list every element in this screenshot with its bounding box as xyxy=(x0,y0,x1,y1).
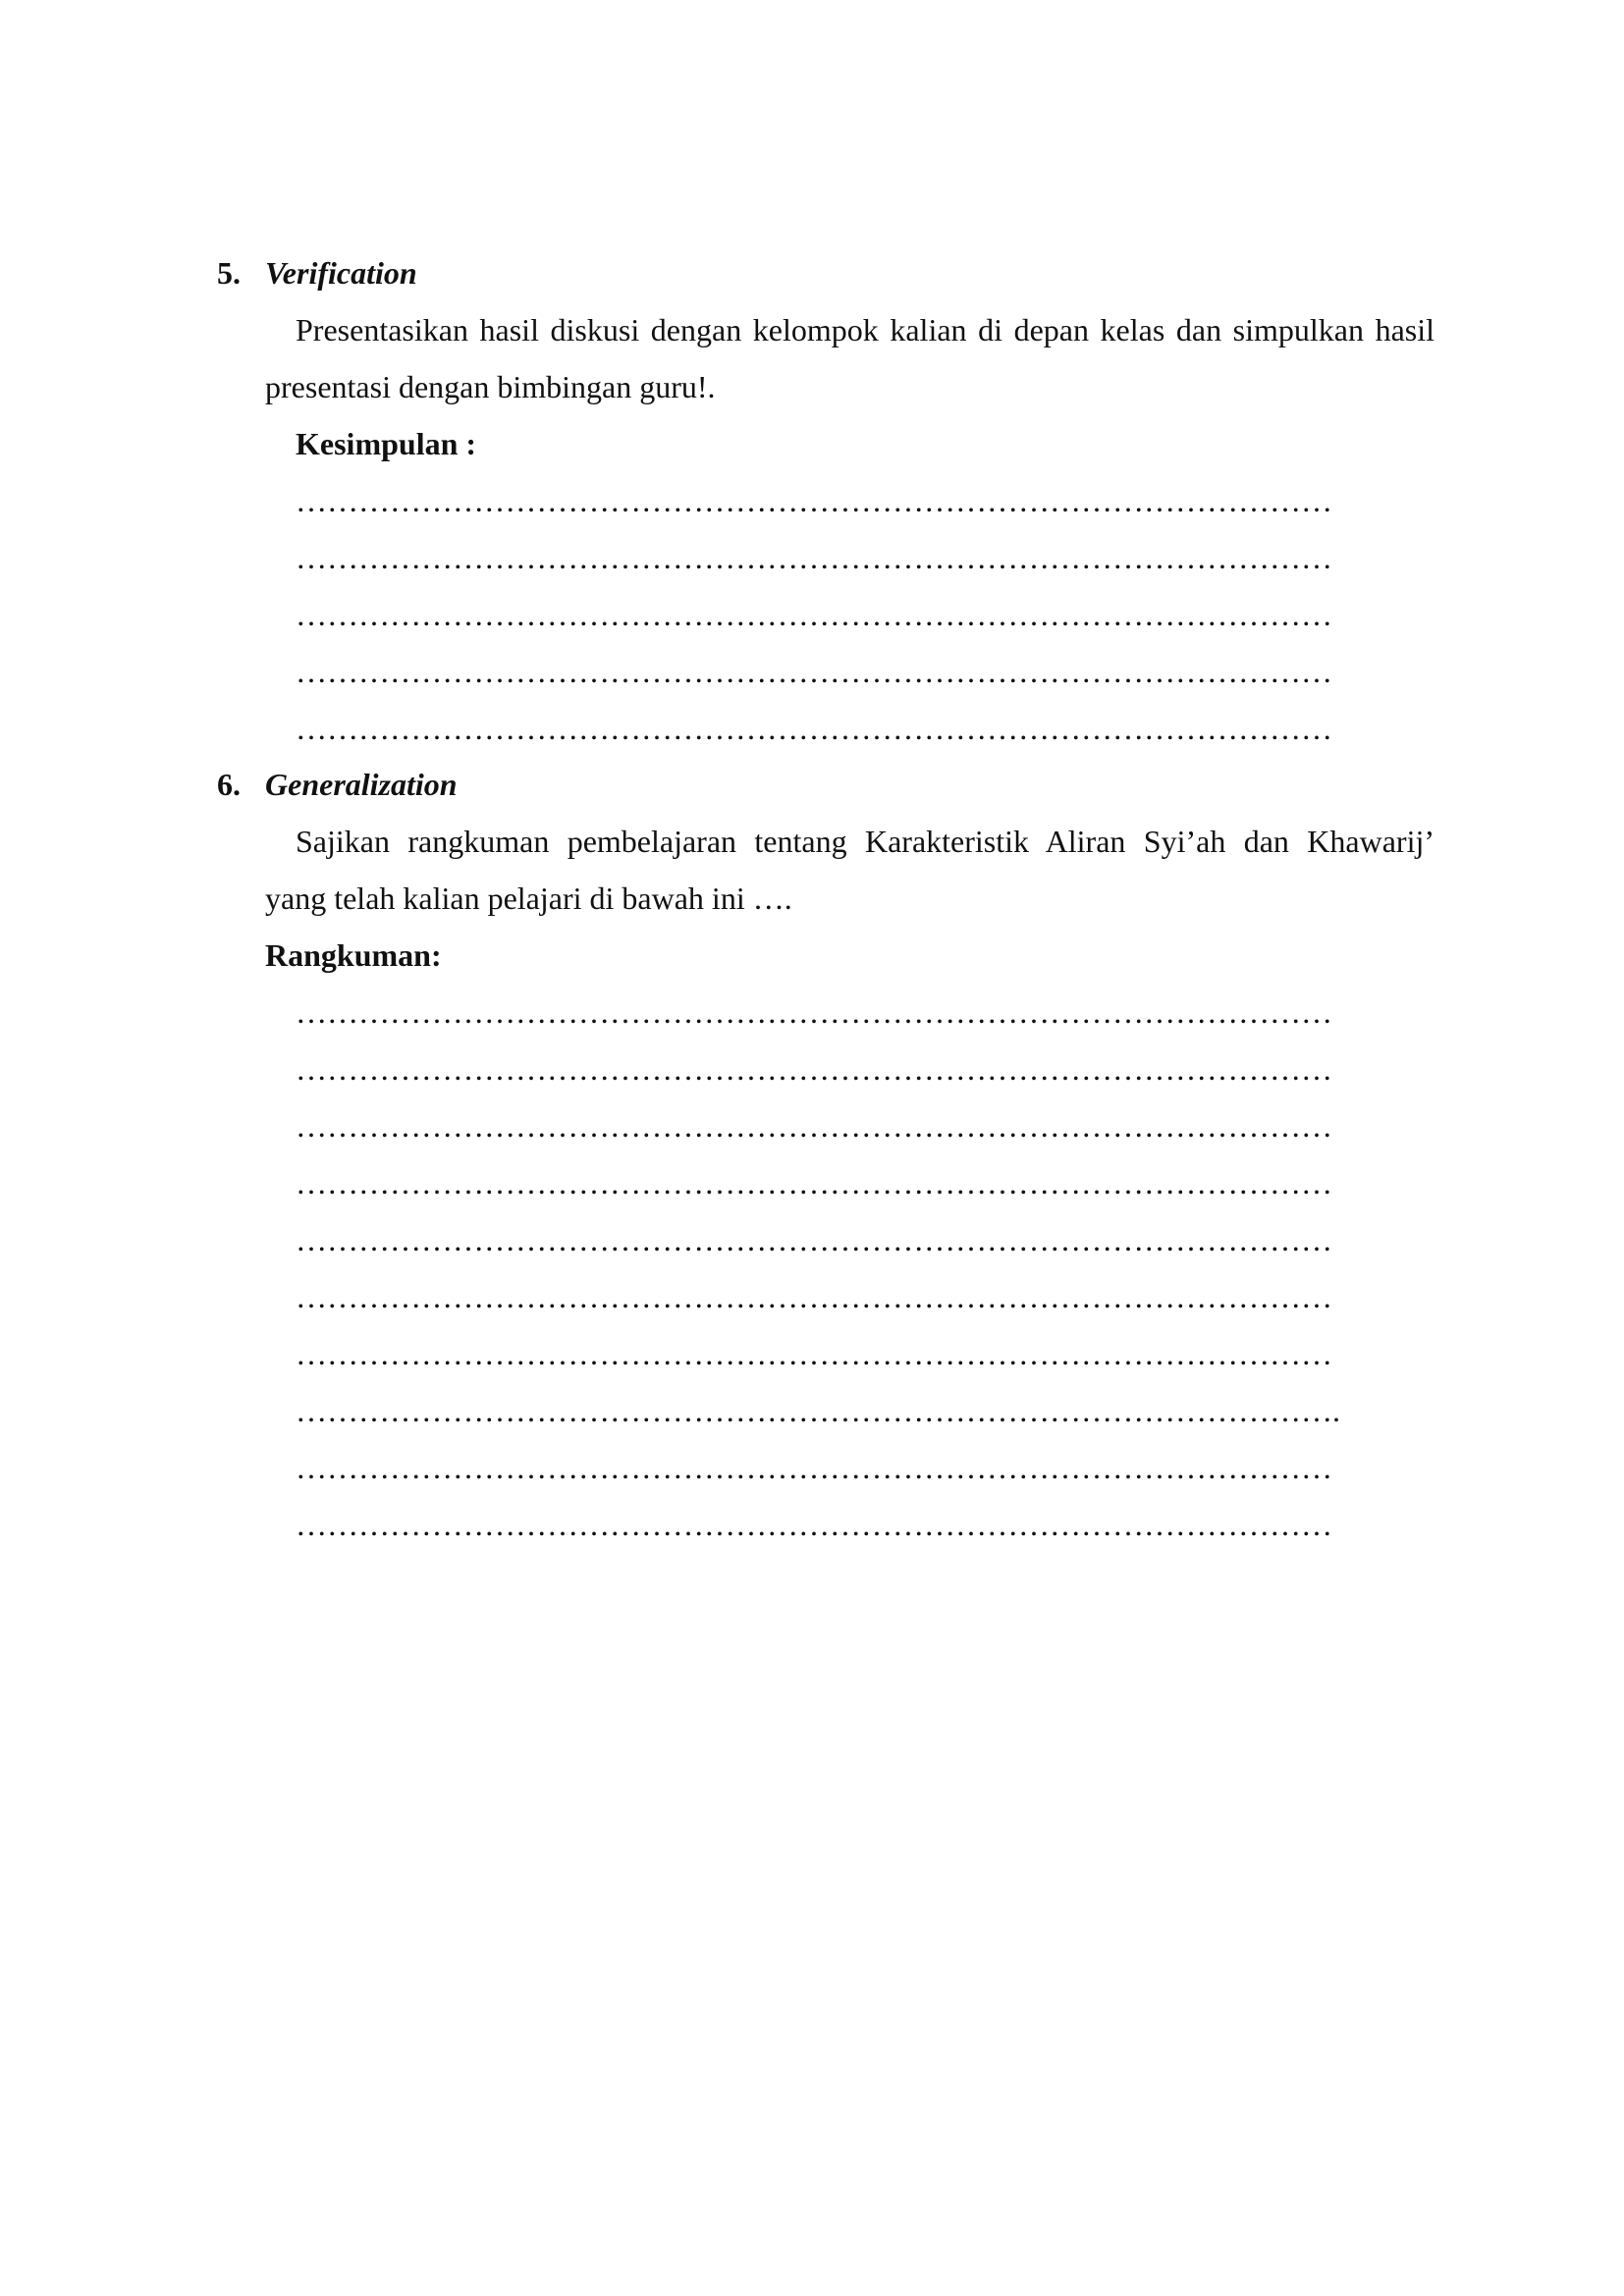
paragraph-line: yang telah kalian pelajari di bawah ini …. xyxy=(265,881,792,916)
answer-dot-line: ……………………………………………………………………………………… xyxy=(296,1108,1332,1144)
paragraph-line: Presentasikan hasil diskusi dengan kelompok kalian di depan kelas dan simpulkan hasil xyxy=(296,312,1435,347)
answer-dot-line: ……………………………………………………………………………………… xyxy=(296,1279,1332,1314)
section-title: Generalization xyxy=(265,767,458,802)
answer-dot-line: ……………………………………………………………………………………… xyxy=(296,711,1332,746)
section-number: 6. xyxy=(217,767,241,802)
answer-dot-line: ……………………………………………………………………………………… xyxy=(296,597,1332,632)
answer-dot-line: ……………………………………………………………………………………… xyxy=(296,1222,1332,1257)
answer-dot-line: ……………………………………………………………………………………… xyxy=(296,483,1332,518)
section-title: Verification xyxy=(265,255,417,291)
section-number: 5. xyxy=(217,255,241,291)
answer-dot-line: ……………………………………………………………………………………… xyxy=(296,1450,1332,1485)
answer-dot-line: ………………………………………………………………………………………. xyxy=(296,1393,1340,1428)
conclusion-label: Kesimpulan : xyxy=(296,426,477,461)
answer-dot-line: ……………………………………………………………………………………… xyxy=(296,1165,1332,1201)
answer-dot-line: ……………………………………………………………………………………… xyxy=(296,994,1332,1030)
summary-label: Rangkuman: xyxy=(265,937,442,973)
answer-dot-line: ……………………………………………………………………………………… xyxy=(296,1507,1332,1542)
answer-dot-line: ……………………………………………………………………………………… xyxy=(296,540,1332,575)
paragraph-line: presentasi dengan bimbingan guru!. xyxy=(265,369,716,404)
answer-dot-line: ……………………………………………………………………………………… xyxy=(296,654,1332,689)
paragraph-line: Sajikan rangkuman pembelajaran tentang Karakteristik Aliran Syi’ah dan Khawarij’ xyxy=(296,824,1435,859)
answer-dot-line: ……………………………………………………………………………………… xyxy=(296,1051,1332,1087)
answer-dot-line: ……………………………………………………………………………………… xyxy=(296,1336,1332,1371)
